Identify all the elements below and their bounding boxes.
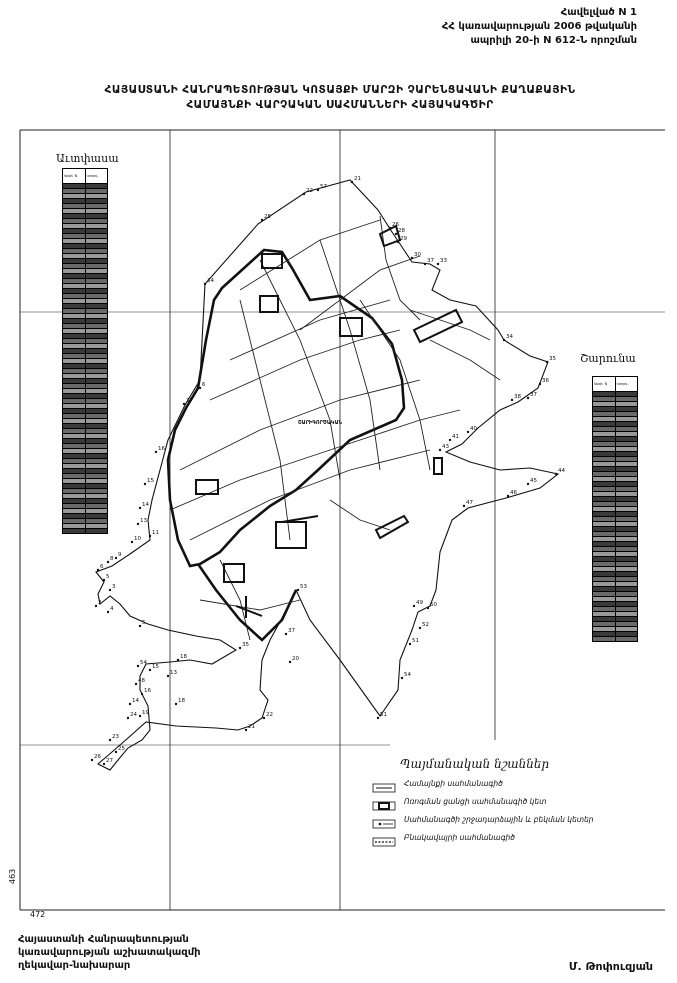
boundary-point-label: 35 [549,356,556,362]
left-table-header-coord: Կոորդ. [85,169,108,184]
boundary-point-label: 11 [152,530,159,536]
boundary-point-marker [377,717,379,719]
boundary-point-label: 8 [110,556,114,562]
boundary-point-label: 25 [264,214,271,220]
boundary-point-label: 30 [414,252,421,258]
boundary-point-marker [139,625,141,627]
annex-title: Հավելված N 1 [560,7,637,18]
boundary-point-label: 34 [506,334,513,340]
boundary-point-label: 35 [242,642,249,648]
boundary-point-label: 46 [510,490,517,496]
boundary-point-label: 37 [288,628,295,634]
legend-label-settlement-boundary: Բնակավայրի սահմանագիծ [404,832,515,842]
boundary-point-marker [539,383,541,385]
boundary-point-marker [177,659,179,661]
boundary-point-label: 13 [140,518,147,524]
boundary-point-label: 5 [142,620,146,626]
boundary-point-marker [131,541,133,543]
boundary-point-marker [107,611,109,613]
boundary-point-marker [555,473,557,475]
boundary-point-label: 48 [138,678,145,684]
left-table-label: Աւտփասա [56,152,119,165]
boundary-point-label: 50 [430,602,437,608]
boundary-point-marker [317,189,319,191]
right-table-label: Շարունա [580,352,636,365]
boundary-point-marker [167,675,169,677]
boundary-point-marker [463,505,465,507]
boundary-point-marker [109,739,111,741]
boundary-point-marker [199,387,201,389]
legend-item-community-boundary [372,776,503,790]
boundary-point-label: 2 [98,600,102,606]
boundary-point-label: 37 [186,398,193,404]
boundary-point-marker [401,677,403,679]
boundary-point-label: 20 [292,656,299,662]
boundary-point-label: 54 [404,672,411,678]
boundary-point-label: 25 [118,746,125,752]
legend-title: Պայմանական նշաններ [400,757,550,771]
boundary-point-label: 5 [106,574,110,580]
right-coordinate-table [592,376,638,642]
boundary-point-marker [409,643,411,645]
boundary-point-label: 9 [118,552,122,558]
boundary-point-marker [449,439,451,441]
boundary-point-label: 6 [202,382,206,388]
boundary-point-marker [129,703,131,705]
boundary-point-label: 10 [134,536,141,542]
boundary-point-label: 53 [300,584,307,590]
boundary-point-label: 36 [542,378,549,384]
boundary-point-marker [546,361,548,363]
signature-name: Մ. Թոփուզյան [568,960,653,973]
coordinate-table-cell [63,529,86,534]
boundary-point-marker [467,431,469,433]
boundary-point-marker [413,605,415,607]
boundary-point-marker [507,495,509,497]
boundary-point-label: 40 [470,426,477,432]
boundary-point-marker [245,729,247,731]
boundary-point-marker [297,589,299,591]
boundary-point-label: 24 [130,712,137,718]
boundary-point-label: 19 [142,710,149,716]
legend-item-settlement-boundary [372,830,515,844]
boundary-point-marker [437,263,439,265]
boundary-point-label: 47 [466,500,473,506]
boundary-point-marker [439,449,441,451]
signature-position [18,933,201,972]
boundary-point-marker [139,715,141,717]
boundary-point-marker [109,589,111,591]
boundary-point-marker [411,257,413,259]
boundary-point-marker [527,397,529,399]
boundary-point-label: 44 [558,468,565,474]
coordinate-table-cell [85,529,108,534]
boundary-point-marker [285,633,287,635]
boundary-point-marker [183,403,185,405]
signature-line-3: ղեկավար-նախարար [18,960,131,971]
boundary-point-label: 29 [400,236,407,242]
annex-line-2: ՀՀ կառավարության 2006 թվականի [441,21,637,32]
boundary-point-marker [303,193,305,195]
boundary-point-marker [389,227,391,229]
boundary-point-marker [135,683,137,685]
boundary-point-label: 14 [142,502,149,508]
boundary-point-marker [95,605,97,607]
boundary-point-marker [139,507,141,509]
boundary-point-label: 37 [530,392,537,398]
margin-vertical-number: 463 [8,868,17,884]
boundary-point-marker [204,283,206,285]
boundary-point-label: 54 [140,660,147,666]
map-title-line-1: ՀԱՅԱՍՏԱՆԻ ՀԱՆՐԱՊԵՏՈՒԹՅԱՆ ԿՈՏԱՅՔԻ ՄԱՐԶԻ ՉԱՐԵՆՑԱՎԱՆԻ ՔԱՂԱՔԱՅԻՆ [104,84,576,96]
boundary-point-marker [103,763,105,765]
boundary-point-label: 22 [266,712,273,718]
legend-symbol-settlement-boundary [372,832,396,842]
boundary-point-marker [144,483,146,485]
boundary-point-marker [91,759,93,761]
boundary-point-label: 14 [132,698,139,704]
boundary-point-label: 15 [152,664,159,670]
boundary-point-marker [351,181,353,183]
legend-symbol-community-boundary [372,778,396,788]
boundary-point-marker [107,561,109,563]
coordinate-table-row [63,529,108,534]
boundary-point-marker [503,339,505,341]
legend-label-irrigation: Ոռոգման ցանցի սահմանագիծ կետ [404,796,547,806]
boundary-point-label: 43 [442,444,449,450]
boundary-point-label: 41 [452,434,459,440]
boundary-point-label: 34 [207,278,214,284]
boundary-point-marker [175,703,177,705]
boundary-point-label: 26 [94,754,101,760]
boundary-point-label: 16 [158,446,165,452]
signature-line-1: Հայաստանի Հանրապետության [18,934,189,945]
margin-bottom-number: 472 [30,910,46,919]
boundary-point-label: 51 [412,638,419,644]
signature-line-2: կառավարության աշխատակազմի [18,947,201,958]
left-table-header-point: Կետի N [63,169,86,184]
boundary-point-label: 51 [380,712,387,718]
boundary-point-marker [103,579,105,581]
boundary-point-label: 16 [144,688,151,694]
boundary-point-marker [115,557,117,559]
boundary-point-label: 15 [147,478,154,484]
boundary-point-label: 57 [320,184,327,190]
boundary-point-marker [97,569,99,571]
boundary-point-label: 23 [112,734,119,740]
map-title-line-2: ՀԱՄԱՅՆՔԻ ՎԱՐՉԱԿԱՆ ՍԱՀՄԱՆՆԵՐԻ ՀԱՅԱԿԱԳԾԻՐ [186,99,494,111]
boundary-point-label: 26 [392,222,399,228]
boundary-point-marker [397,241,399,243]
boundary-point-marker [427,607,429,609]
boundary-point-label: 4 [110,606,114,612]
boundary-point-marker [261,219,263,221]
community-boundary [96,180,558,770]
boundary-point-label: 28 [398,228,405,234]
legend-symbol-irrigation [372,796,396,806]
boundary-point-marker [239,647,241,649]
legend-item-irrigation [372,794,546,808]
left-coordinate-table [62,168,108,534]
boundary-point-label: 13 [170,670,177,676]
boundary-point-label: 27 [106,758,113,764]
boundary-point-label: 52 [422,622,429,628]
boundary-point-label: 21 [248,724,255,730]
boundary-point-marker [263,717,265,719]
boundary-point-marker [289,661,291,663]
boundary-point-marker [424,263,426,265]
annex-line-3: ապրիլի 20-ի N 612-Ն որոշման [470,35,637,46]
boundary-point-marker [511,399,513,401]
legend-label-community-boundary: Համայնքի սահմանագիծ [404,778,503,788]
boundary-point-label: 18 [180,654,187,660]
boundary-point-label: 37 [427,258,434,264]
boundary-point-marker [115,751,117,753]
boundary-point-marker [419,627,421,629]
boundary-point-label: 18 [178,698,185,704]
boundary-point-marker [395,233,397,235]
boundary-point-label: 33 [440,258,447,264]
boundary-point-marker [527,483,529,485]
right-table-header-coord: Կոորդ. [615,377,638,392]
boundary-point-marker [149,535,151,537]
boundary-point-label: 21 [354,176,361,182]
legend-item-turning-points [372,812,594,826]
boundary-point-marker [141,693,143,695]
coordinate-table-cell [615,637,638,642]
boundary-point-marker [149,669,151,671]
boundary-point-label: 22 [306,188,313,194]
inner-streets [170,216,500,640]
boundary-point-label: 49 [416,600,423,606]
boundary-point-label: 6 [100,564,104,570]
map-street-label: ՇԱՐԻԳՈՐԾԱԿԱՆ [298,420,343,426]
legend-label-turning-points: Սահմանագծի շրջադարձային և բեկման կետեր [404,814,594,824]
boundary-point-label: 45 [530,478,537,484]
right-table-header-point: Կետի N [593,377,616,392]
boundary-point-marker [137,523,139,525]
boundary-point-label: 38 [514,394,521,400]
boundary-point-marker [127,717,129,719]
boundary-point-marker [155,451,157,453]
coordinate-table-row [593,637,638,642]
boundary-point-label: 3 [112,584,116,590]
coordinate-table-cell [593,637,616,642]
boundary-point-marker [137,665,139,667]
legend-symbol-turning-points [372,814,396,824]
map-frame [20,130,665,910]
